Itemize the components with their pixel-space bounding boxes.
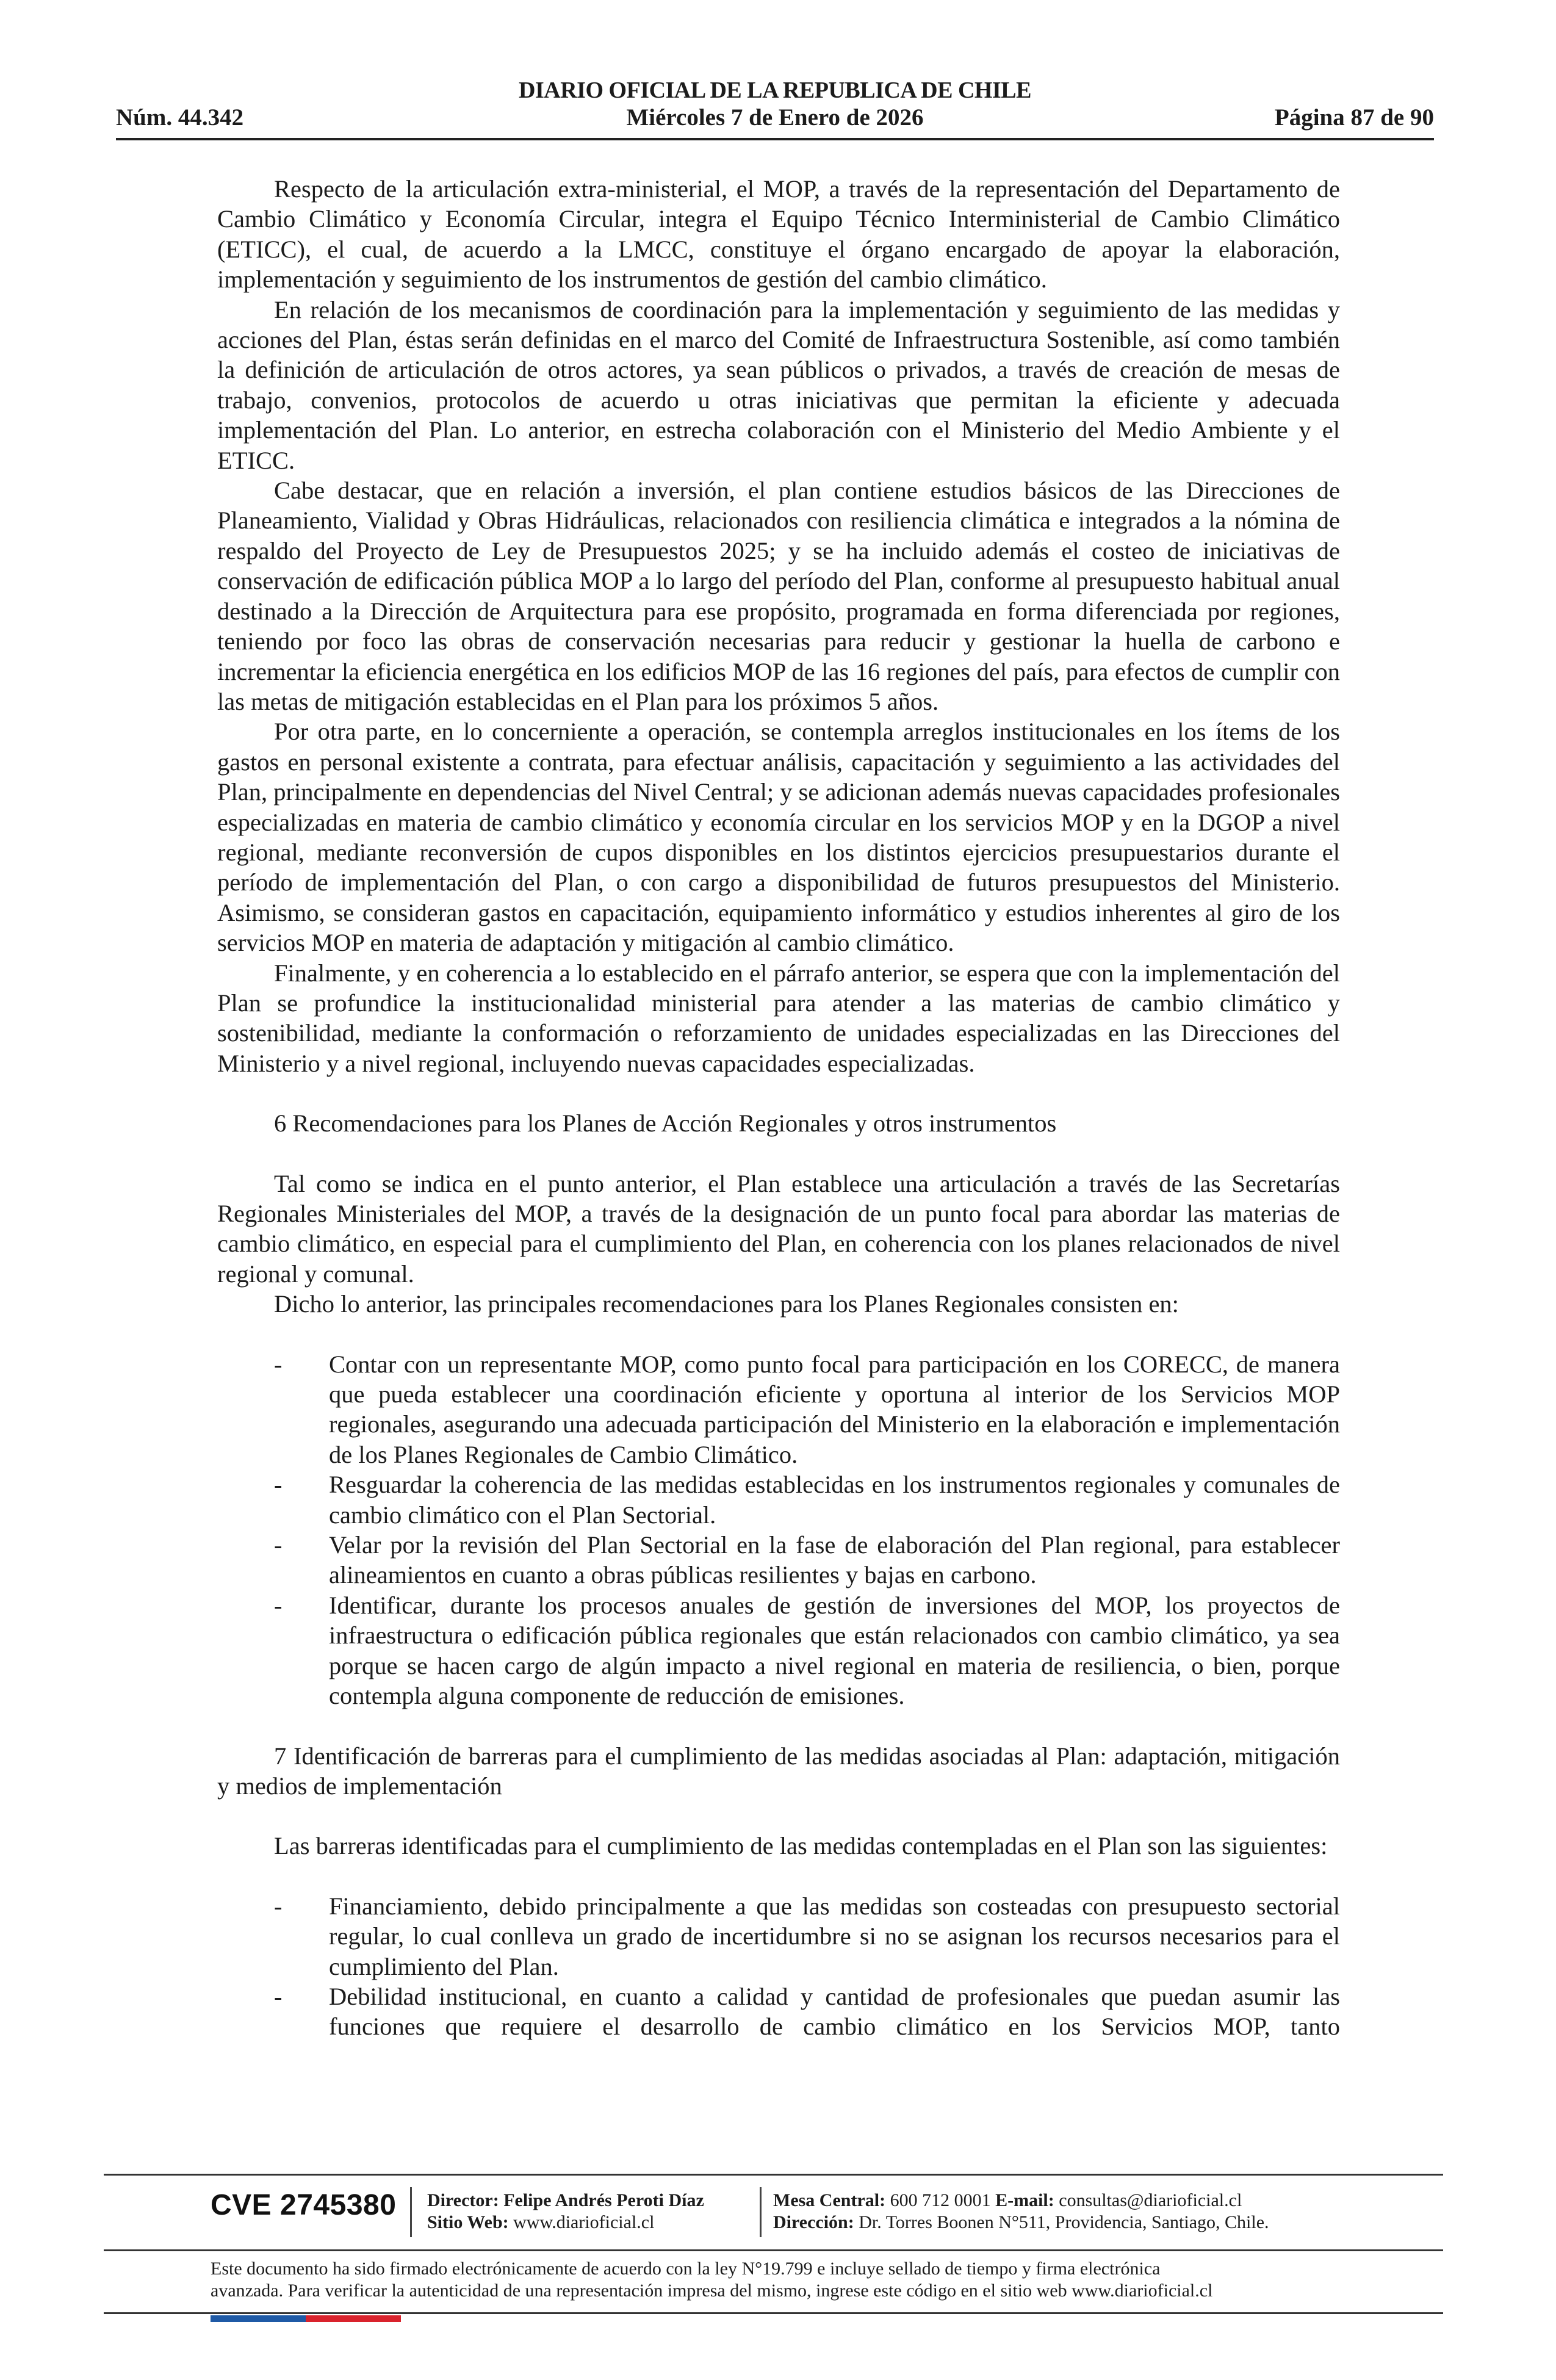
paragraph: Cabe destacar, que en relación a inversión, el plan contiene estudios básicos de las Direcciones de Planeamiento, Vialidad y Obras Hidráulicas, relacionados con resiliencia climática e integrados a la nómina de respaldo del Proyecto de Ley de Presupuestos 2025; y se ha incluido además el costeo de iniciativas de conservación de edificación pública MOP a lo largo del período del Plan, conforme al presupuesto habitual anual destinado a la Dirección de Arquitectura para ese propósito, programada en forma diferenciada por regiones, teniendo por foco las obras de conservación necesarias para reducir y gestionar la huella de carbono e incrementar la eficiencia energética en los edificios MOP de las 16 regiones del país, para efectos de cumplir con las metas de mitigación establecidas en el Plan para los próximos 5 años.: [217, 477, 1340, 715]
paragraph: Tal como se indica en el punto anterior, el Plan establece una articulación a través de las Secretarías Regionales Ministeriales del MOP, a través de la designación de un punto focal para abordar las materias de cambio climático, en especial para el cumplimiento del Plan, en coherencia con los planes relacionados de nivel regional y comunal.: [217, 1169, 1340, 1288]
flag-stripe-blue: [211, 2315, 306, 2322]
address-label: Dirección:: [773, 2212, 854, 2232]
list-item: - Resguardar la coherencia de las medidas establecidas en los instrumentos regionales y comunales de cambio climático con el Plan Sectorial.: [274, 1471, 1340, 1529]
list-item: - Velar por la revisión del Plan Sectorial en la fase de elaboración del Plan regional, para establecer alineamientos en cuanto a obras públicas resilientes y bajas en carbono.: [274, 1531, 1340, 1589]
bullet-dash: -: [274, 1350, 283, 1378]
page-header: [116, 72, 1434, 145]
page-number: Página 87 de 90: [1274, 104, 1434, 131]
flag-stripe-red: [306, 2315, 401, 2322]
cve-code: CVE 2745380: [211, 2189, 397, 2221]
list-item: - Debilidad institucional, en cuanto a calidad y cantidad de profesionales que puedan asumir las funciones que requiere el desarrollo de cambio climático en los Servicios MOP, tanto: [274, 1982, 1340, 2041]
footer-separator: [410, 2187, 412, 2237]
section-heading-7: 7 Identificación de barreras para el cumplimiento de las medidas asociadas al Plan: adaptación, mitigación y medios de implementación: [217, 1742, 1340, 1800]
legal-line: avanzada. Para verificar la autenticidad de una representación impresa del mismo, ingrese este código en el sitio web www.diarioficial.cl: [211, 2281, 1213, 2301]
footer-director-info: [427, 2190, 704, 2234]
director-label: Director:: [427, 2190, 499, 2210]
page-footer: [104, 2174, 1443, 2375]
legal-line: Este documento ha sido firmado electrónicamente de acuerdo con la ley N°19.799 e incluye sellado de tiempo y firma electrónica: [211, 2259, 1161, 2279]
email-link[interactable]: consultas@diarioficial.cl: [1059, 2190, 1242, 2210]
email-label: E-mail:: [995, 2190, 1054, 2210]
paragraph: Las barreras identificadas para el cumplimiento de las medidas contempladas en el Plan son las siguientes:: [274, 1832, 1328, 1860]
address-value: Dr. Torres Boonen N°511, Providencia, Santiago, Chile.: [859, 2212, 1269, 2232]
footer-separator: [760, 2187, 762, 2237]
bullet-dash: -: [274, 1982, 283, 2010]
list-item: - Identificar, durante los procesos anuales de gestión de inversiones del MOP, los proyectos de infraestructura o edificación pública regionales que están relacionados con cambio climático, ya sea porque se hacen cargo de algún impacto a nivel regional en materia de resiliencia, o bien, porque contempla alguna componente de reducción de emisiones.: [274, 1591, 1340, 1710]
list-item: - Contar con un representante MOP, como punto focal para participación en los CORECC, de manera que pueda establecer una coordinación eficiente y oportuna al interior de los Servicios MOP regionales, asegurando una adecuada participación del Ministerio en la elaboración e implementación de los Planes Regionales de Cambio Climático.: [274, 1350, 1340, 1468]
barriers-list: [217, 1891, 1340, 2042]
paragraph: En relación de los mecanismos de coordinación para la implementación y seguimiento de las medidas y acciones del Plan, éstas serán definidas en el marco del Comité de Infraestructura Sostenible, así como también la definición de articulación de otros actores, ya sean públicos o privados, a través de creación de mesas de trabajo, convenios, protocolos de acuerdo u otras iniciativas que permitan la eficiente y adecuada implementación del Plan. Lo anterior, en estrecha colaboración con el Ministerio del Medio Ambiente y el ETICC.: [217, 295, 1340, 474]
issue-date: Miércoles 7 de Enero de 2026: [626, 104, 924, 131]
section-heading-6: 6 Recomendaciones para los Planes de Acción Regionales y otros instrumentos: [274, 1109, 1057, 1138]
recommendations-list: [217, 1349, 1340, 1711]
list-item: - Financiamiento, debido principalmente a que las medidas son costeadas con presupuesto sectorial regular, lo cual conlleva un grado de incertidumbre si no se asignan los recursos necesarios para el cumplimiento del Plan.: [274, 1892, 1340, 1980]
footer-contact-info: [773, 2190, 1269, 2234]
issue-number: Núm. 44.342: [116, 104, 244, 131]
footer-divider: [104, 2312, 1443, 2314]
bullet-dash: -: [274, 1892, 283, 1920]
bullet-dash: -: [274, 1531, 283, 1559]
header-divider: [116, 138, 1434, 140]
footer-divider: [104, 2174, 1443, 2176]
paragraph: Finalmente, y en coherencia a lo establecido en el párrafo anterior, se espera que con la implementación del Plan se profundice la institucionalidad ministerial para atender a las materias de cambio climático y sostenibilidad, mediante la conformación o reforzamiento de unidades especializadas en las Direcciones del Ministerio y a nivel regional, incluyendo nuevas capacidades especializadas.: [217, 959, 1340, 1077]
director-name: Felipe Andrés Peroti Díaz: [503, 2190, 704, 2210]
bullet-dash: -: [274, 1591, 283, 1619]
site-link[interactable]: www.diarioficial.cl: [513, 2212, 655, 2232]
site-label: Sitio Web:: [427, 2212, 509, 2232]
paragraph: Respecto de la articulación extra-ministerial, el MOP, a través de la representación del Departamento de Cambio Climático y Economía Circular, integra el Equipo Técnico Interministerial de Cambio Climático (ETICC), el cual, de acuerdo a la LMCC, constituye el órgano encargado de apoyar la elaboración, implementación y seguimiento de los instrumentos de gestión del cambio climático.: [217, 175, 1340, 294]
paragraph: Dicho lo anterior, las principales recomendaciones para los Planes Regionales consisten en:: [274, 1290, 1179, 1318]
mesa-phone: 600 712 0001: [890, 2190, 991, 2210]
footer-divider: [104, 2249, 1443, 2251]
newspaper-title: DIARIO OFICIAL DE LA REPUBLICA DE CHILE: [519, 78, 1031, 103]
bullet-dash: -: [274, 1471, 283, 1499]
mesa-label: Mesa Central:: [773, 2190, 886, 2210]
paragraph: Por otra parte, en lo concerniente a operación, se contempla arreglos institucionales en los ítems de los gastos en personal existente a contrata, para efectuar análisis, capacitación y seguimiento a las actividades del Plan, principalmente en dependencias del Nivel Central; y se adicionan además nuevas capacidades profesionales especializadas en materia de cambio climático y economía circular en los servicios MOP y en la DGOP a nivel regional, mediante reconversión de cupos disponibles en los distintos ejercicios presupuestarios durante el período de implementación del Plan, o con cargo a disponibilidad de futuros presupuestos del Ministerio. Asimismo, se consideran gastos en capacitación, equipamiento informático y estudios inherentes al giro de los servicios MOP en materia de adaptación y mitigación al cambio climático.: [217, 718, 1340, 957]
document-body: [217, 174, 1340, 2042]
legal-notice: [211, 2258, 1443, 2302]
